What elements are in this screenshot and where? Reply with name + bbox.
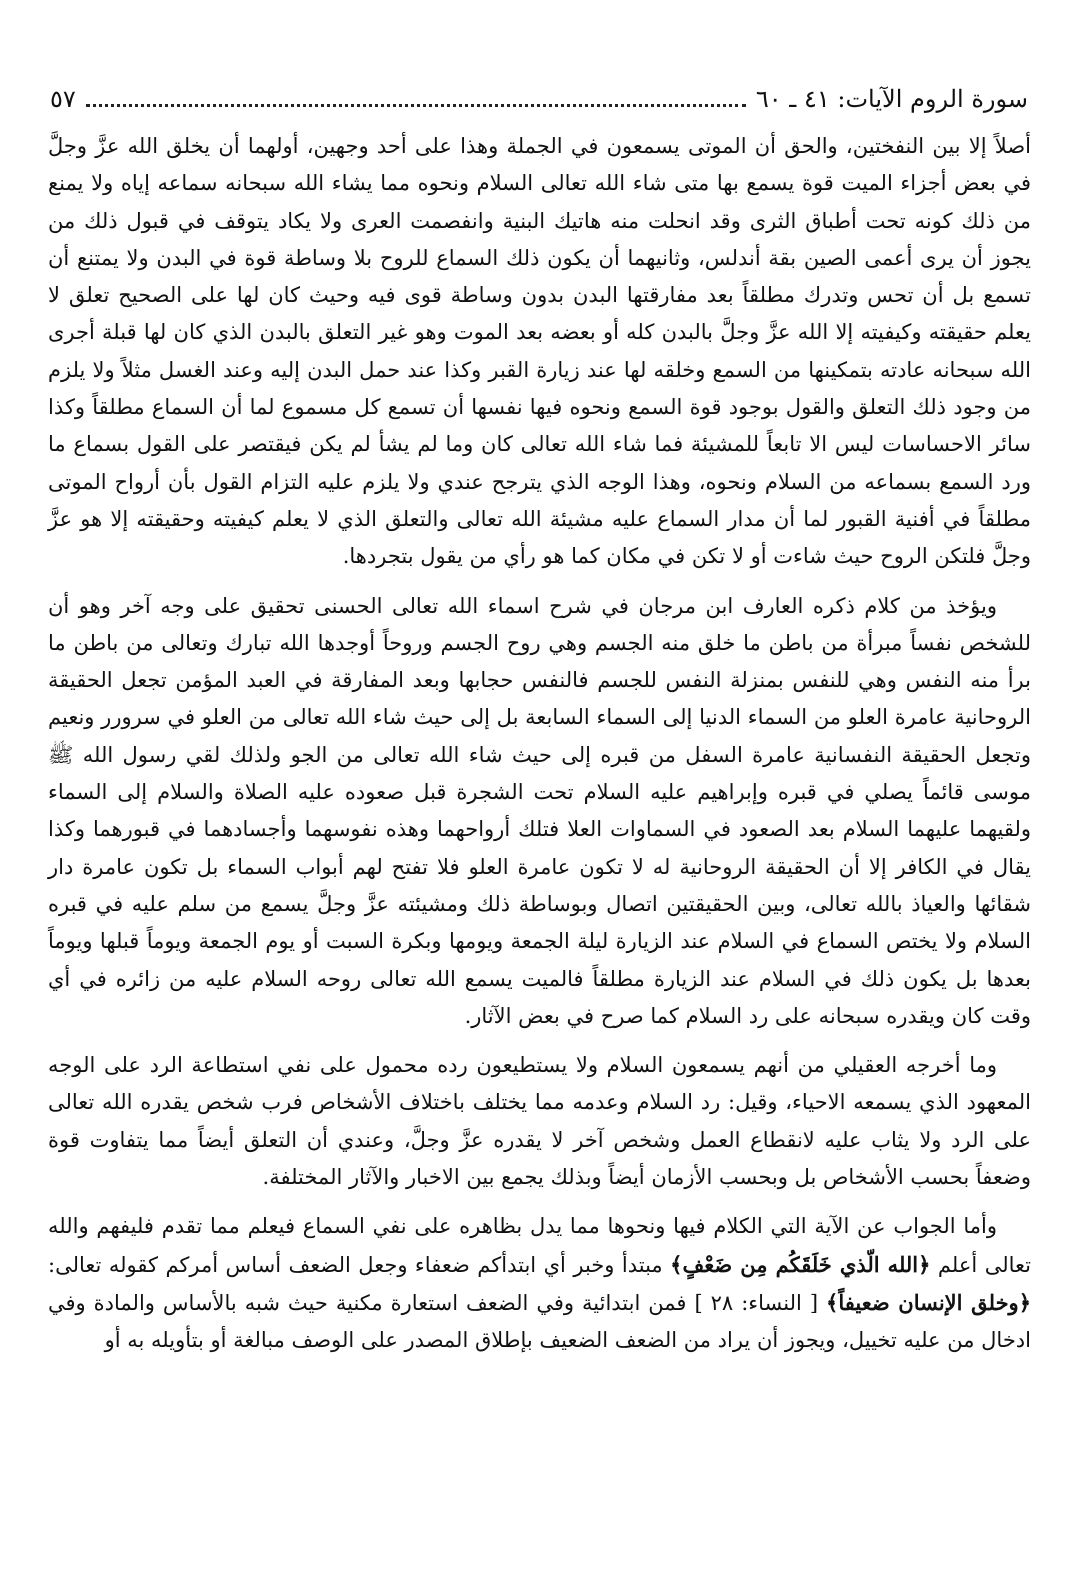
paragraph-3: وما أخرجه العقيلي من أنهم يسمعون السلام ولا يستطيعون رده محمول على نفي استطاعة الرد على الوجه المعهود الذي يسمعه الاحياء، وقيل: رد السلام وعدمه مما يختلف باختلاف الأشخاص فرب شخص يقدره الله تعالى على الرد ولا يثاب عليه لانقطاع العمل وشخص آخر لا يقدره عزَّ وجلَّ، وعندي أن التعلق أيضاً مما يتفاوت قوة وضعفاً بحسب الأشخاص بل وبحسب الأزمان أيضاً وبذلك يجمع بين الاخبار والآثار المختلفة. bbox=[48, 1053, 1031, 1190]
page-body bbox=[48, 128, 1031, 1372]
running-title: سورة الروم الآيات: ٤١ ـ ٦٠ bbox=[755, 85, 1028, 113]
page-header bbox=[50, 80, 1028, 114]
paragraph-4-text-3: [ النساء: ٢٨ ] فمن ابتدائية وفي الضعف استعارة مكنية حيث شبه بالأساس والمادة وفي ادخال من عليه تخييل، ويجوز أن يراد من الضعف الضعيف بإطلاق المصدر على الوصف مبالغة أو بتأويله به أو bbox=[48, 1290, 1031, 1353]
page-number: ٥٧ bbox=[50, 85, 76, 113]
paragraph-1: أصلاً إلا بين النفختين، والحق أن الموتى يسمعون في الجملة وهذا على أحد وجهين، أولهما أن يخلق الله عزَّ وجلَّ في بعض أجزاء الميت قوة يسمع بها متى شاء الله تعالى السلام ونحوه مما يشاء الله سبحانه سماعه إياه ولا يمنع من ذلك كونه تحت أطباق الثرى وقد انحلت منه هاتيك البنية وانفصمت العرى ولا يكاد يتوقف في قبول ذلك من يجوز أن يرى أعمى الصين بقة أندلس، وثانيهما أن يكون ذلك السماع للروح بلا وساطة قوة في البدن ولا يمتنع أن تسمع بل أن تحس وتدرك مطلقاً بعد مفارقتها البدن بدون وساطة قوى فيه وحيث كان لها على الصحيح تعلق لا يعلم حقيقته وكيفيته إلا الله عزَّ وجلَّ بالبدن كله أو بعضه بعد الموت وهو غير التعلق بالبدن الذي كان لها قبلة أجرى الله سبحانه عادته بتمكينها من السمع وخلقه لها عند زيارة القبر وكذا عند حمل البدن إليه وعند الغسل مثلاً ولا يلزم من وجود ذلك التعلق والقول بوجود قوة السمع ونحوه فيها نفسها أن تسمع كل مسموع لما أن السماع مطلقاً وكذا سائر الاحساسات ليس الا تابعاً للمشيئة فما شاء الله تعالى كان وما لم يشأ لم يكن فيقتصر على القول بسماع ما ورد السمع بسماعه من السلام ونحوه، وهذا الوجه الذي يترجح عندي ولا يلزم عليه التزام القول بأن أرواح الموتى مطلقاً في أفنية القبور لما أن مدار السماع عليه مشيئة الله تعالى والتعلق الذي لا يعلم كيفيته وحقيقته إلا هو عزَّ وجلَّ فلتكن الروح حيث شاءت أو لا تكن في مكان كما هو رأي من يقول بتجردها. bbox=[48, 134, 1031, 569]
paragraph-4-text-1: وأما الجواب عن الآية التي الكلام فيها ونحوها مما يدل بظاهره على نفي السماع فيعلم مما تقدم فليفهم والله تعالى أعلم bbox=[48, 1214, 1031, 1277]
quran-quote-1: ﴿الله الّذي خَلَقَكُم مِن ضَعْفٍ﴾ bbox=[670, 1251, 931, 1277]
paragraph-4 bbox=[48, 1208, 1031, 1359]
quran-quote-2: ﴿وخلق الإنسان ضعيفاً﴾ bbox=[826, 1289, 1032, 1315]
paragraph-2: ويؤخذ من كلام ذكره العارف ابن مرجان في شرح اسماء الله تعالى الحسنى تحقيق على وجه آخر وهو أن للشخص نفساً مبرأة من باطن ما خلق منه الجسم وهي روح الجسم وروحاً أوجدها الله تبارك وتعالى من باطن ما برأ منه النفس وهي للنفس بمنزلة النفس للجسم فالنفس حجابها وبعد المفارقة في العبد المؤمن تجعل الحقيقة الروحانية عامرة العلو من السماء الدنيا إلى السماء السابعة بل إلى حيث شاء الله تعالى من العلو في سرورر ونعيم وتجعل الحقيقة النفسانية عامرة السفل من قبره إلى حيث شاء الله تعالى من الجو ولذلك لقي رسول الله ﷺ موسى قائماً يصلي في قبره وإبراهيم عليه السلام تحت الشجرة قبل صعوده عليه الصلاة والسلام إلى السماء ولقيهما عليهما السلام بعد الصعود في السماوات العلا فتلك أرواحهما وهذه نفوسهما وأجسادهما في قبورهما وكذا يقال في الكافر إلا أن الحقيقة الروحانية له لا تكون عامرة العلو فلا تفتح لهم أبواب السماء بل تكون عامرة دار شقائها والعياذ بالله تعالى، وبين الحقيقتين اتصال وبوساطة ذلك ومشيئته عزَّ وجلَّ يسمع من سلم عليه في قبره السلام ولا يختص السماع في السلام عند الزيارة ليلة الجمعة ويومها وبكرة السبت أو يوم الجمعة ويوماً قبلها ويوماً بعدها بل يكون ذلك في السلام عند الزيارة مطلقاً فالميت يسمع الله تعالى روحه السلام عليه من زائره في أي وقت كان ويقدره سبحانه على رد السلام كما صرح في بعض الآثار. bbox=[48, 593, 1031, 1028]
dotted-leader bbox=[86, 104, 746, 107]
paragraph-4-text-2: مبتدأ وخبر أي ابتدأكم ضعفاء وجعل الضعف أساس أمركم كقوله تعالى: bbox=[48, 1252, 663, 1277]
